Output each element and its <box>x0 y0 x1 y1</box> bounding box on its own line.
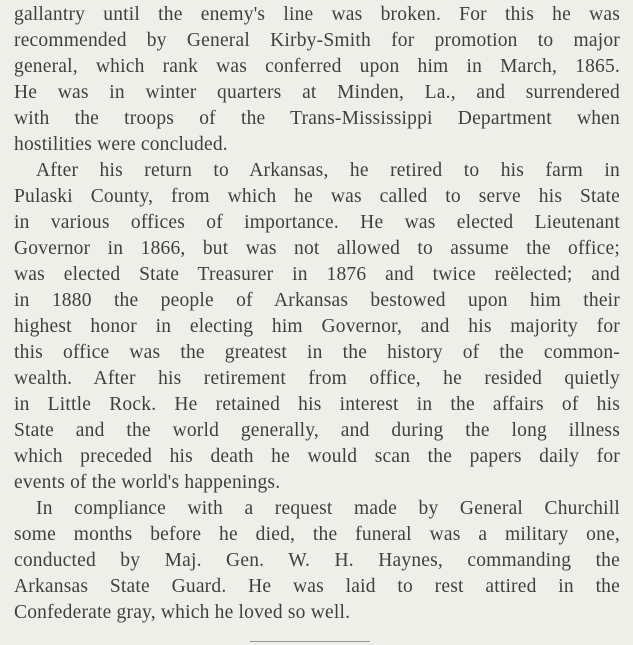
text-line: hostilities were concluded. <box>14 134 228 155</box>
text-line: Arkansas State Guard. He was laid to rest attired in the <box>14 576 620 597</box>
text-line: general, which rank was conferred upon him in March, 1865. <box>14 56 620 77</box>
text-line: in Little Rock. He retained his interest in the affairs of his <box>14 394 620 415</box>
text-line: Governor in 1866, but was not allowed to assume the office; <box>14 238 620 259</box>
text-line: conducted by Maj. Gen. W. H. Haynes, commanding the <box>14 550 620 571</box>
text-line: this office was the greatest in the history of the common- <box>14 342 620 363</box>
text-line: recommended by General Kirby-Smith for promotion to major <box>14 30 620 51</box>
text-line: Pulaski County, from which he was called to serve his State <box>14 186 620 207</box>
paragraph-first-line: In compliance with a request made by General Churchill <box>36 498 620 519</box>
section-divider <box>250 641 370 642</box>
text-line: wealth. After his retirement from office, he resided quietly <box>14 368 620 389</box>
text-line: was elected State Treasurer in 1876 and twice reëlected; and <box>14 264 620 285</box>
text-line: State and the world generally, and during the long illness <box>14 420 620 441</box>
text-line: with the troops of the Trans-Mississippi Department when <box>14 108 620 129</box>
paragraph-first-line: After his return to Arkansas, he retired to his farm in <box>36 160 620 181</box>
text-line: some months before he died, the funeral was a military one, <box>14 524 620 545</box>
text-line: in 1880 the people of Arkansas bestowed upon him their <box>14 290 620 311</box>
text-line: Confederate gray, which he loved so well. <box>14 602 351 623</box>
text-line: events of the world's happenings. <box>14 472 281 493</box>
document-page <box>14 0 620 645</box>
text-line: in various offices of importance. He was elected Lieutenant <box>14 212 620 233</box>
text-line: highest honor in electing him Governor, and his majority for <box>14 316 620 337</box>
text-line: gallantry until the enemy's line was broken. For this he was <box>14 4 620 25</box>
text-line: which preceded his death he would scan the papers daily for <box>14 446 620 467</box>
text-line: He was in winter quarters at Minden, La., and surrendered <box>14 82 620 103</box>
